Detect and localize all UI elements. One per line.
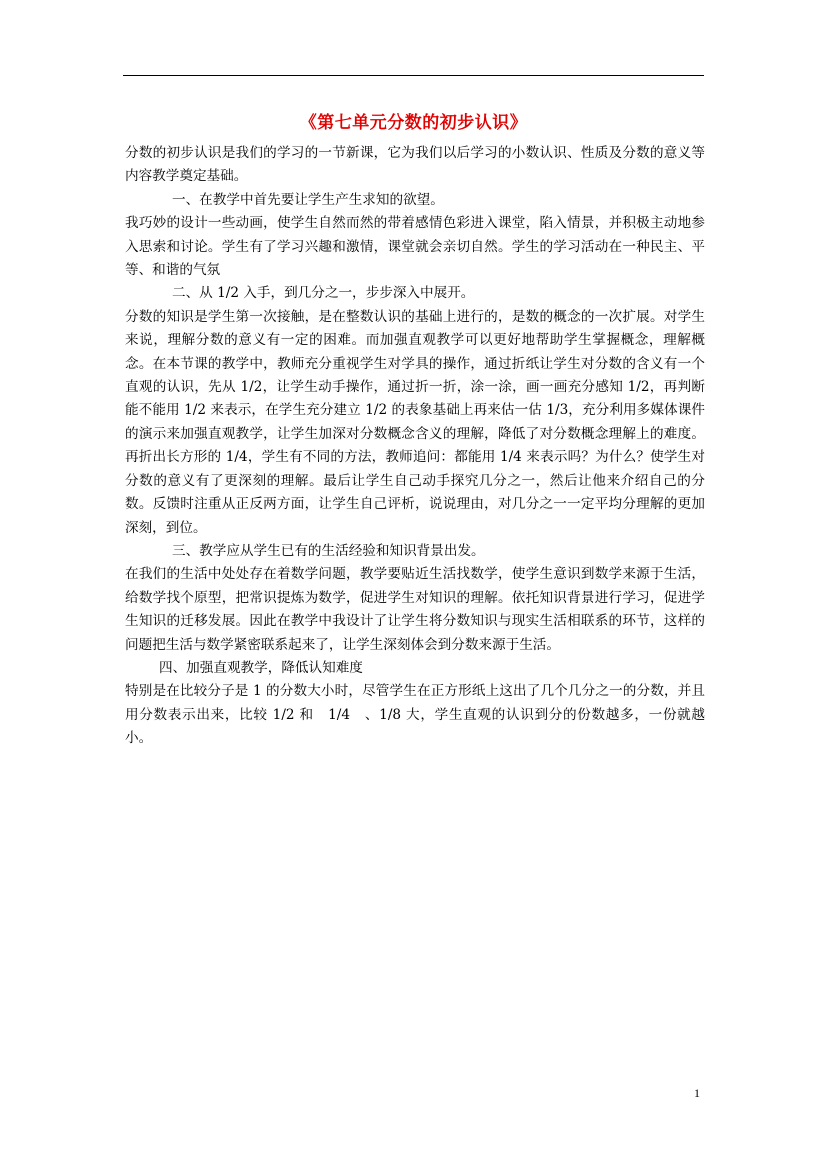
paragraph-section-2: 分数的知识是学生第一次接触，是在整数认识的基础上进行的，是数的概念的一次扩展。对学生来说，理解分数的意义有一定的困难。而加强直观教学可以更好地帮助学生掌握概念，理解概念。在本节课的教学中，教师充分重视学生对学具的操作，通过折纸让学生对分数的含义有一个直观的认识，先从 1/2，让学生动手操作，通过折一折，涂一涂，画一画充分感知 1/2，再判断能不能用 1/2 来表示，在学生充分建立 1/2 的表象基础上再来估一估 1/3，充分利用多媒体课件的演示来加强直观教学，让学生加深对分数概念含义的理解，降低了对分数概念理解上的难度。再折出长方形的 1/4，学生有不同的方法，教师追问：都能用 1/4 来表示吗？为什么？使学生对分数的意义有了更深刻的理解。最后让学生自己动手探究几分之一，然后让他来介绍自己的分数。反馈时注重从正反两方面，让学生自己评析，说说理由，对几分之一一定平均分理解的更加深刻，到位。	[125, 308, 705, 536]
document-title: 《第七单元分数的初步认识》	[299, 113, 528, 133]
paragraph-section-1: 我巧妙的设计一些动画，使学生自然而然的带着感情色彩进入课堂，陷入情景，并积极主动地参入思索和讨论。学生有了学习兴趣和激情，课堂就会亲切自然。学生的学习活动在一种民主、平等、和谐的气氛	[125, 215, 705, 279]
paragraph-intro: 分数的初步认识是我们的学习的一节新课，它为我们以后学习的小数认识、性质及分数的意义等内容教学奠定基础。	[125, 145, 705, 185]
document-body	[125, 142, 705, 751]
paragraph-section-4: 特别是在比较分子是 1 的分数大小时，尽管学生在正方形纸上这出了几个几分之一的分数，并且用分数表示出来，比较 1/2 和 1/4 、1/8 大，学生直观的认识到分的份数越多，一份就越小。	[125, 683, 705, 747]
heading-section-1: 一、在教学中首先要让学生产生求知的欲望。	[172, 191, 444, 208]
page-number: 1	[694, 1086, 700, 1100]
heading-section-3: 三、教学应从学生已有的生活经验和知识背景出发。	[172, 542, 485, 559]
header-rule	[123, 75, 704, 76]
paragraph-section-3: 在我们的生活中处处存在着数学问题，教学要贴近生活找数学，使学生意识到数学来源于生活，给数学找个原型，把常识提炼为数学，促进学生对知识的理解。依托知识背景进行学习，促进学生知识的迁移发展。因此在教学中我设计了让学生将分数知识与现实生活相联系的环节，这样的问题把生活与数学紧密联系起来了，让学生深刻体会到分数来源于生活。	[125, 566, 705, 653]
heading-section-4: 四、加强直观教学，降低认知难度	[159, 659, 363, 676]
heading-section-2: 二、从 1/2 入手，到几分之一，步步深入中展开。	[172, 285, 475, 302]
